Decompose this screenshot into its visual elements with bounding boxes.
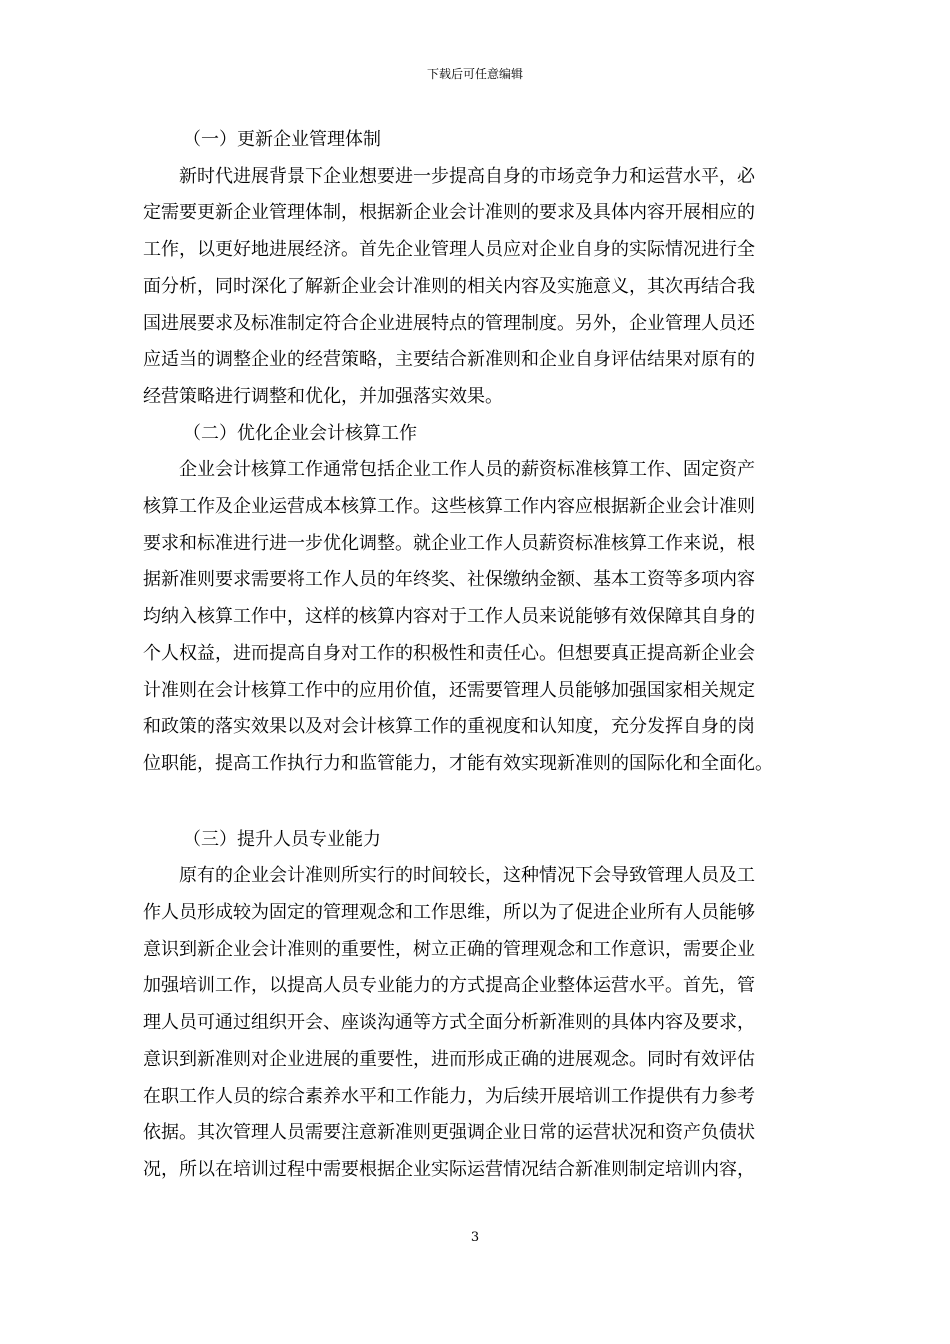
section-1 <box>143 122 807 416</box>
section-heading: （三）提升人员专业能力 <box>183 828 381 850</box>
section-paragraph: 企业会计核算工作通常包括企业工作人员的薪资标准核算工作、固定资产 核算工作及企业运营成本核算工作。这些核算工作内容应根据新企业会计准则 要求和标准进行进一步优化调整。就企业工作人员薪资标准核算工作来说，根 据新准则要求需要将工作人员的年终奖、社保缴纳金额、基本工资等多项内容 均纳入核算工作中，这样的核算内容对于工作人员来说能够有效保障其自身的 个人权益，进而提高自身对工作的积极性和责任心。但想要真正提高新企业会 计准则在会计核算工作中的应用价值，还需要管理人员能够加强国家相关规定 和政策的落实效果以及对会计核算工作的重视度和认知度，充分发挥自身的岗 位职能，提高工作执行力和监管能力，才能有效实现新准则的国际化和全面化。 <box>143 459 773 774</box>
section-paragraph: 原有的企业会计准则所实行的时间较长，这种情况下会导致管理人员及工 作人员形成较为固定的管理观念和工作思维，所以为了促进企业所有人员能够 意识到新企业会计准则的重要性，树立正确的管理观念和工作意识，需要企业 加强培训工作，以提高人员专业能力的方式提高企业整体运营水平。首先，管 理人员可通过组织开会、座谈沟通等方式全面分析新准则的具体内容及要求， 意识到新准则对企业进展的重要性，进而形成正确的进展观念。同时有效评估 在职工作人员的综合素养水平和工作能力，为后续开展培训工作提供有力参考 依据。其次管理人员需要注意新准则更强调企业日常的运营状况和资产负债状 况，所以在培训过程中需要根据企业实际运营情况结合新准则制定培训内容， <box>143 865 755 1180</box>
page-number: 3 <box>470 1230 480 1245</box>
section-paragraph: 新时代进展背景下企业想要进一步提高自身的市场竞争力和运营水平，必 定需要更新企业管理体制，根据新企业会计准则的要求及具体内容开展相应的 工作，以更好地进展经济。首先企业管理人员应对企业自身的实际情况进行全 面分析，同时深化了解新企业会计准则的相关内容及实施意义，其次再结合我 国进展要求及标准制定符合企业进展特点的管理制度。另外，企业管理人员还 应适当的调整企业的经营策略，主要结合新准则和企业自身评估结果对原有的 经营策略进行调整和优化，并加强落实效果。 <box>143 165 755 407</box>
document-body <box>143 122 807 1189</box>
section-3 <box>143 822 807 1189</box>
page-header: 下载后可任意编辑 <box>426 67 523 81</box>
section-heading: （一）更新企业管理体制 <box>183 129 381 150</box>
section-gap <box>143 783 807 822</box>
section-heading: （二）优化企业会计核算工作 <box>183 422 417 444</box>
section-2 <box>143 416 807 783</box>
